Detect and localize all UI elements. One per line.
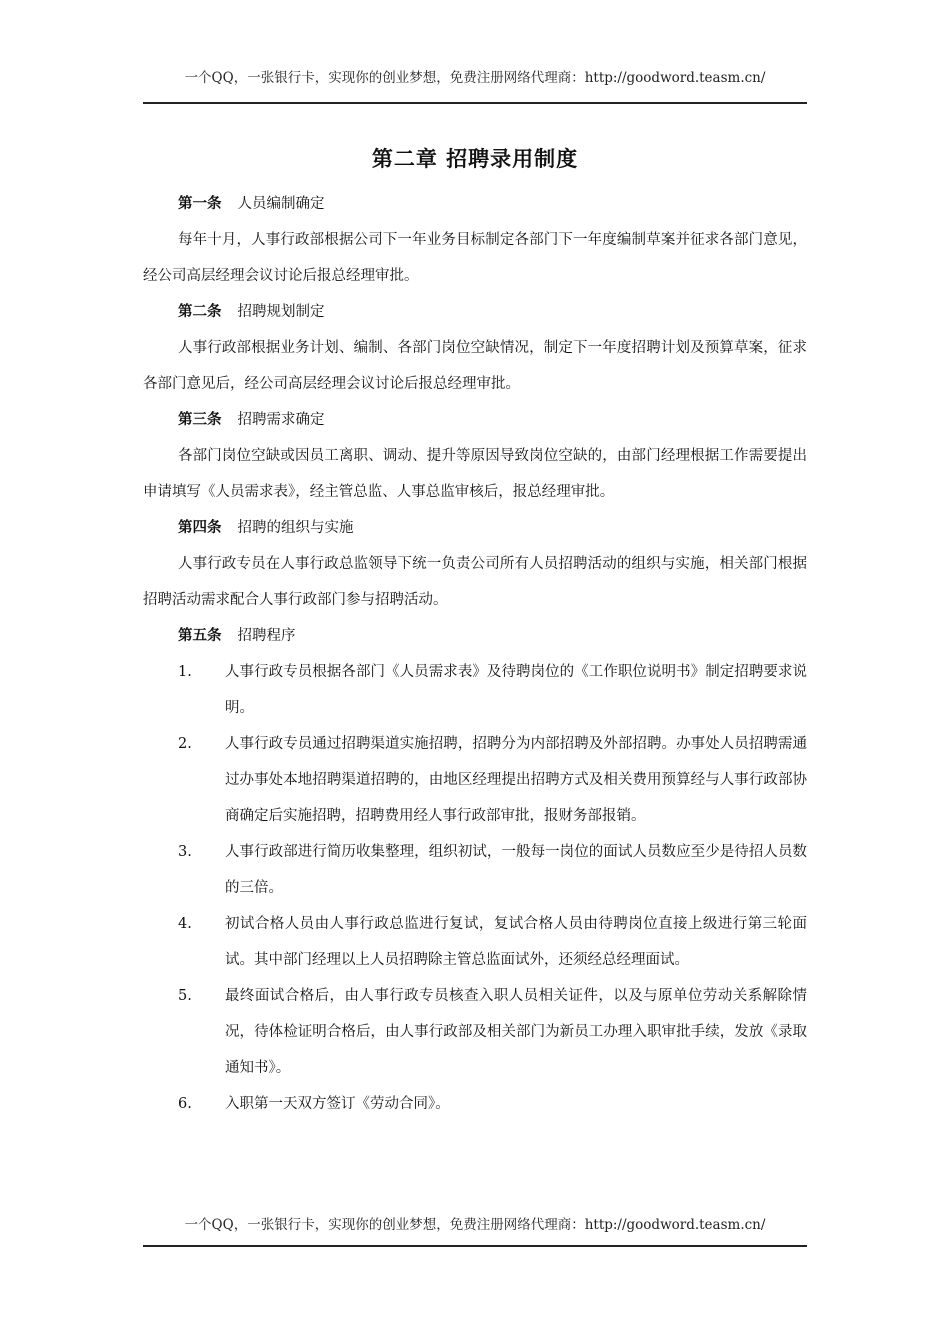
article-1-heading [143, 186, 807, 222]
article-4-body: 人事行政专员在人事行政总监领导下统一负责公司所有人员招聘活动的组织与实施，相关部门根据招聘活动需求配合人事行政部门参与招聘活动。 [143, 556, 807, 608]
article-3-body: 各部门岗位空缺或因员工离职、调动、提升等原因导致岗位空缺的，由部门经理根据工作需要提出申请填写《人员需求表》，经主管总监、人事总监审核后，报总经理审批。 [143, 448, 807, 500]
page-footer-text: 一个QQ，一张银行卡，实现你的创业梦想，免费注册网络代理商：http://goodword.teasm.cn/ [184, 1217, 766, 1233]
article-label: 第一条 [178, 196, 222, 212]
article-1-body: 每年十月，人事行政部根据公司下一年业务目标制定各部门下一年度编制草案并征求各部门意见，经公司高层经理会议讨论后报总经理审批。 [143, 232, 807, 284]
article-title: 招聘需求确定 [237, 412, 325, 428]
chapter-title: 第二章 招聘录用制度 [371, 147, 579, 171]
procedure-item [143, 1086, 807, 1122]
article-4-heading [143, 510, 807, 546]
page-header-text: 一个QQ，一张银行卡，实现你的创业梦想，免费注册网络代理商：http://goodword.teasm.cn/ [184, 70, 766, 86]
procedure-item [143, 834, 807, 906]
article-label: 第四条 [178, 520, 222, 536]
header-rule [143, 102, 807, 104]
procedure-item-text: 入职第一天双方签订《劳动合同》。 [225, 1096, 450, 1112]
article-label: 第五条 [178, 628, 222, 644]
procedure-item-number: 3. [178, 844, 192, 860]
procedure-item [143, 906, 807, 978]
procedure-item-number: 2. [178, 736, 192, 752]
procedure-item-number: 6. [178, 1096, 192, 1112]
procedure-item-text: 最终面试合格后，由人事行政专员核查入职人员相关证件，以及与原单位劳动关系解除情况，待体检证明合格后，由人事行政部及相关部门为新员工办理入职审批手续，发放《录取通知书》。 [225, 988, 807, 1076]
procedure-item-text: 人事行政部进行简历收集整理，组织初试，一般每一岗位的面试人员数应至少是待招人员数的三倍。 [225, 844, 807, 896]
procedure-item-number: 4. [178, 916, 192, 932]
article-3-heading [143, 402, 807, 438]
procedure-item [143, 978, 807, 1086]
article-label: 第二条 [178, 304, 222, 320]
procedure-item-number: 5. [178, 988, 192, 1004]
article-title: 招聘的组织与实施 [237, 520, 354, 536]
document-body [143, 186, 807, 1122]
procedure-item-text: 人事行政专员根据各部门《人员需求表》及待聘岗位的《工作职位说明书》制定招聘要求说明。 [225, 664, 807, 716]
procedure-item-text: 人事行政专员通过招聘渠道实施招聘，招聘分为内部招聘及外部招聘。办事处人员招聘需通过办事处本地招聘渠道招聘的，由地区经理提出招聘方式及相关费用预算经与人事行政部协商确定后实施招聘，招聘费用经人事行政部审批，报财务部报销。 [225, 736, 807, 824]
article-label: 第三条 [178, 412, 222, 428]
article-title: 人员编制确定 [237, 196, 325, 212]
procedure-item-text: 初试合格人员由人事行政总监进行复试，复试合格人员由待聘岗位直接上级进行第三轮面试。其中部门经理以上人员招聘除主管总监面试外，还须经总经理面试。 [225, 916, 807, 968]
article-2-heading [143, 294, 807, 330]
article-title: 招聘规划制定 [237, 304, 325, 320]
procedure-item [143, 654, 807, 726]
article-title: 招聘程序 [237, 628, 296, 644]
procedure-item-number: 1. [178, 664, 192, 680]
procedure-item [143, 726, 807, 834]
article-5-heading [143, 618, 807, 654]
footer-rule [143, 1245, 807, 1247]
article-2-body: 人事行政部根据业务计划、编制、各部门岗位空缺情况，制定下一年度招聘计划及预算草案，征求各部门意见后，经公司高层经理会议讨论后报总经理审批。 [143, 340, 807, 392]
